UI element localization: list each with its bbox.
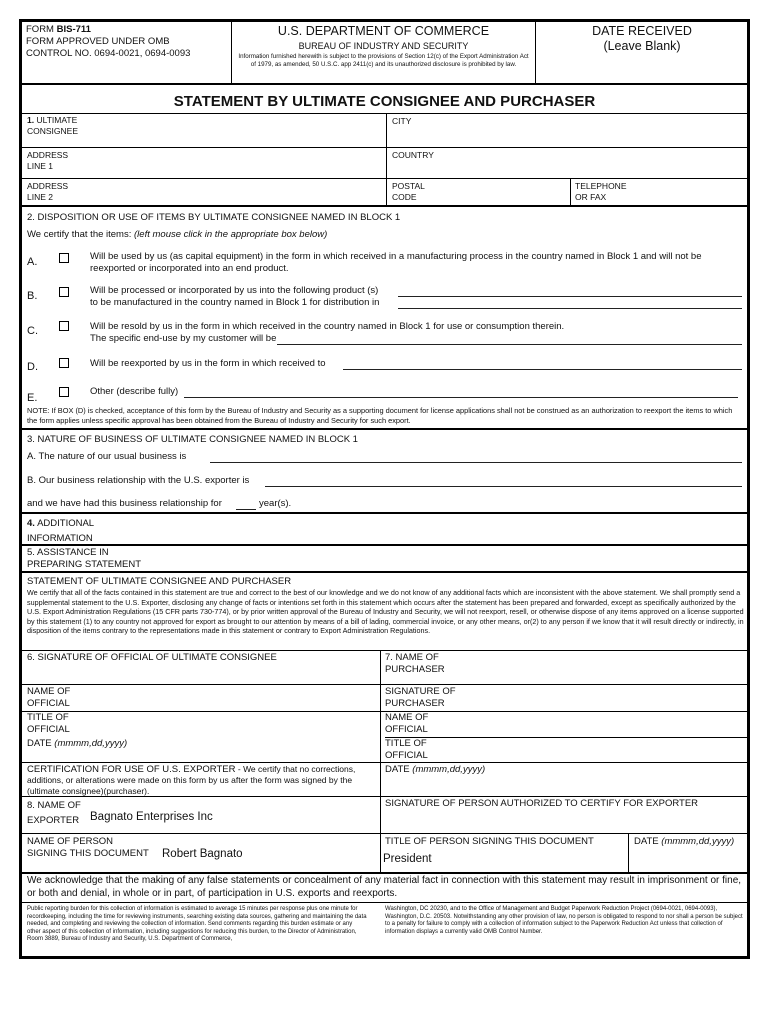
divider [21,650,748,651]
divider [21,762,748,763]
divider [380,833,381,873]
additional-info-label: 4. ADDITIONAL INFORMATION [27,518,95,544]
purchaser-official-name-field[interactable] [440,712,745,736]
telephone-field[interactable] [640,180,745,205]
divider [21,902,748,903]
person-title-label: TITLE OF PERSON SIGNING THIS DOCUMENT [385,836,594,847]
signature-official-label: 6. SIGNATURE OF OFFICIAL OF ULTIMATE CONSIGNEE [27,652,277,663]
option-a-text: Will be used by us (as capital equipment) in the form in which received in a manufacturing process in the country named in Block 1 and will not be reexported or incorporated into an end product. [90,251,702,274]
divider [21,113,748,114]
country-field[interactable] [440,149,745,176]
leave-blank-label: (Leave Blank) [603,39,681,53]
official-date-label: DATE (mmmm,dd,yyyy) [27,738,128,749]
block3-relationship-label: B. Our business relationship with the U.S. exporter is [27,475,250,486]
option-b-checkbox[interactable] [59,287,69,297]
ultimate-consignee-field[interactable] [110,115,385,147]
signature-official-field[interactable] [27,665,377,685]
form-id-block [26,24,231,60]
postal-code-field[interactable] [440,180,568,205]
option-d-destination-field[interactable] [343,369,742,370]
divider [21,684,748,685]
address-line2-label: ADDRESS LINE 2 [27,181,69,202]
option-b-distribution-field[interactable] [398,308,742,309]
exporter-signature-field[interactable] [385,812,745,832]
block2-heading: 2. DISPOSITION OR USE OF ITEMS BY ULTIMATE CONSIGNEE NAMED IN BLOCK 1 [27,212,401,223]
block3-years-suffix: year(s). [259,498,292,509]
divider [21,83,748,85]
exporter-certification: CERTIFICATION FOR USE OF U.S. EXPORTER - We certify that no corrections, additions, or alterations were made on this form by us after the form was signed by the (ultimate consignee)(purchaser). [27,764,356,796]
signing-date-label: DATE (mmmm,dd,yyyy) [634,836,735,847]
option-c-line1: Will be resold by us in the form in which received in the country named in Block 1 for use or consumption therein. [90,321,565,332]
option-e-checkbox[interactable] [59,387,69,397]
department-block [232,24,535,68]
purchaser-signature-field[interactable] [465,686,745,710]
burden-notice-right: Washington, DC 20230, and to the Office of Management and Budget Paperwork Reduction Project (0694-0021, 0694-0093), Washington, D.C. 20503. Notwithstanding any other provision of law, no person is obligated to respond to nor shall a person be subject to a penalty for failure to comply with a collection of information subject to the Paperwork Reduction Act unless that collection of information displays a currently valid OMB Control Number. [385,906,743,935]
option-a-checkbox[interactable] [59,253,69,263]
cert-date-field[interactable] [385,778,745,796]
option-d-line1: Will be reexported by us in the form in which received to [90,358,326,369]
divider [628,833,629,873]
burden-notice-left: Public reporting burden for this collection of information is estimated to average 15 minutes per response plus one minute for recordkeeping, including the time for reviewing instruments, searching existing data sources, gathering and maintaining the data needed, and completing and reviewing the collection of information. Send comments regarding this burden estimate or any other aspect of this collection of information, including suggestions for reducing this burden, to the Director of Administration, Room 3889, Bureau of Industry and Security, U.S. Department of Commerce, [27,906,367,943]
city-label: CITY [392,116,412,126]
purchaser-official-name-label: NAME OF OFFICIAL [385,712,429,735]
country-label: COUNTRY [392,150,434,160]
city-field[interactable] [420,115,745,147]
option-e-line1: Other (describe fully) [90,386,179,397]
signing-date-field[interactable] [634,849,745,871]
official-name-field[interactable] [80,686,377,710]
option-c-checkbox[interactable] [59,321,69,331]
option-b-line2: to be manufactured in the country named in Block 1 for distribution in [90,297,380,308]
form-title: STATEMENT BY ULTIMATE CONSIGNEE AND PURCHASER [173,93,596,110]
official-name-label: NAME OF OFFICIAL [27,686,71,709]
telephone-label: TELEPHONE OR FAX [575,181,627,202]
address-line2-field[interactable] [85,180,385,205]
block2-certify: We certify that the items: (left mouse click in the appropriate box below) [27,229,328,240]
statement-body: We certify that all of the facts contained in this statement are true and correct to the best of our knowledge and we do not know of any additional facts which are inconsistent with the above statement. We shall promptly send a supplemental statement to the U.S. Exporter, disclosing any change of facts or intentions set forth in this statement which occurs after the statement has been prepared and forwarded, except as specifically authorized by the U.S. Export Administration Regulations (15 CFR parts 730-774), or by prior written approval of the Bureau of Industry and Security, we will not reexport, resell, or otherwise dispose of any items approved on a license supported by this statement (1) to any country not approved for export as brought to our attention by means of a bill of lading, commercial invoice, or any other means, or(2) to any person if we know that it will result directly or indirectly, in disposition of the items contrary to the representations made in this statement or contrary to Export Administration Regulations. [27,588,744,635]
purchaser-signature-label: SIGNATURE OF PURCHASER [385,686,456,709]
option-e-describe-field[interactable] [184,397,738,398]
relationship-field[interactable] [265,486,742,487]
department-name: U.S. DEPARTMENT OF COMMERCE [277,24,490,38]
omb-approved: FORM APPROVED UNDER OMB [26,36,170,47]
omb-control: CONTROL NO. 0694-0021, 0694-0093 [26,48,191,59]
official-title-field[interactable] [80,712,377,736]
bureau-name: BUREAU OF INDUSTRY AND SECURITY [298,41,469,51]
additional-info-field[interactable] [110,515,745,543]
years-field[interactable] [236,509,256,510]
assistance-label: 5. ASSISTANCE IN PREPARING STATEMENT [27,547,142,570]
divider [380,650,381,836]
address-line1-field[interactable] [85,149,385,176]
confidentiality-notice: Information furnished herewith is subject to the provisions of Section 12(c) of the Export Administration Act of 1979, as amended, 50 U.S.C. app 2411(c) and its unauthorized disclosure is prohibited by law. [238,53,529,68]
option-c-end-use-field[interactable] [277,344,742,345]
block3-heading: 3. NATURE OF BUSINESS OF ULTIMATE CONSIGNEE NAMED IN BLOCK 1 [27,434,358,445]
divider [570,178,571,205]
divider [21,833,748,834]
exporter-name-value[interactable]: Bagnato Enterprises Inc [90,811,213,823]
postal-code-label: POSTAL CODE [392,181,425,202]
option-d-checkbox[interactable] [59,358,69,368]
address-line1-label: ADDRESS LINE 1 [27,150,69,171]
divider [21,512,748,514]
exporter-name-label: 8. NAME OF EXPORTER [27,800,81,826]
purchaser-name-label: 7. NAME OF PURCHASER [385,652,445,675]
exporter-signature-label: SIGNATURE OF PERSON AUTHORIZED TO CERTIFY FOR EXPORTER [385,798,699,809]
cert-date-label: DATE (mmmm,dd,yyyy) [385,764,486,775]
divider [386,113,387,205]
official-date-field[interactable] [170,737,377,759]
acknowledgement-text: We acknowledge that the making of any false statements or concealment of any material fact in connection with this statement may result in imprisonment or fine, or both and denial, in whole or in part, of participation in U.S. exports and reexports. [27,875,742,899]
option-a-letter: A. [27,256,38,268]
ultimate-consignee-label: 1. ULTIMATE CONSIGNEE [27,115,79,136]
assistance-field[interactable] [160,546,745,570]
divider [21,428,748,430]
block3-nature-label: A. The nature of our usual business is [27,451,187,462]
date-received-block [536,24,748,54]
option-b-letter: B. [27,290,38,302]
divider [21,571,748,573]
block3-years-label: and we have had this business relationship for [27,498,222,509]
option-b-line1: Will be processed or incorporated by us into the following product (s) [90,285,379,296]
purchaser-title-field[interactable] [440,738,745,762]
box-d-note: NOTE: If BOX (D) is checked, acceptance of this form by the Bureau of Industry and Security as a supporting document for license applications shall not be construed as an authorization to reexport the items to which the form applies unless specific approval has been obtained from the Bureau of Industry and Security for such export. [27,406,733,425]
divider [21,796,748,797]
divider [21,205,748,207]
statement-heading: STATEMENT OF ULTIMATE CONSIGNEE AND PURCHASER [27,576,292,587]
purchaser-name-field[interactable] [455,652,745,684]
form-label: FORM [26,24,54,35]
person-title-value[interactable]: President [383,853,432,865]
official-title-label: TITLE OF OFFICIAL [27,712,70,735]
divider [21,147,748,148]
option-c-line2: The specific end-use by my customer will be [90,333,277,344]
option-b-products-field[interactable] [398,296,742,297]
date-received-label: DATE RECEIVED [592,24,692,38]
option-d-letter: D. [27,361,38,373]
option-e-letter: E. [27,392,38,404]
option-c-letter: C. [27,325,38,337]
form-number: BIS-711 [56,24,91,35]
person-name-label: NAME OF PERSON SIGNING THIS DOCUMENT [27,836,149,859]
nature-of-business-field[interactable] [210,462,742,463]
divider [21,178,748,179]
purchaser-title-label: TITLE OF OFFICIAL [385,738,428,761]
person-name-value[interactable]: Robert Bagnato [162,848,243,860]
